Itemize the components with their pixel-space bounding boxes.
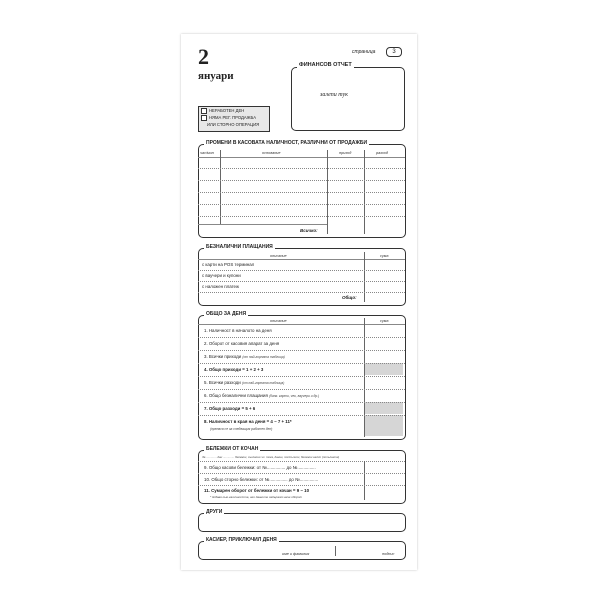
day-total-title: ОБЩО ЗА ДЕНЯ [206, 311, 247, 317]
cashless-row-pos: с карти на POS терминал [202, 262, 255, 267]
receipts-row-11: 11. Сумарен оборот от бележки от кочан = 9 − 10 [204, 488, 310, 493]
day-total-row-2: 2. Оборот от касовия апарат за деня [204, 341, 280, 346]
col-desc: описание [270, 254, 287, 258]
col-time: час/мин [200, 151, 214, 155]
table-row [198, 389, 405, 390]
header-divider [198, 259, 405, 260]
receipts-title: БЕЛЕЖКИ ОТ КОЧАН [206, 446, 259, 452]
page-label: страница [352, 49, 376, 55]
col-desc: описание [270, 319, 287, 323]
fiscal-report-box [291, 67, 405, 131]
table-row [198, 216, 405, 217]
day-status-checkboxes [198, 106, 270, 132]
table-row [198, 337, 405, 338]
cashier-title: КАСИЕР, ПРИКЛЮЧИЛ ДЕНЯ [206, 537, 277, 543]
table-row [198, 192, 405, 193]
cashless-title: БЕЗНАЛИЧНИ ПЛАЩАНИЯ [206, 244, 273, 250]
shaded-cell [365, 363, 403, 375]
fiscal-report-title: ФИНАНСОВ ОТЧЕТ [299, 62, 352, 68]
day-total-row-3: 3. Всички приходи (от най-горната таблица) [204, 354, 285, 359]
receipts-row-9: 9. Общо касови бележки: от №............... до №............... [204, 465, 316, 470]
col-sum: сума [380, 254, 389, 258]
month-name: януари [198, 70, 234, 82]
col-expense: разход [376, 151, 388, 155]
cashier-section [198, 541, 406, 560]
header-divider [198, 157, 405, 158]
table-row [198, 350, 405, 351]
checkbox-non-working[interactable] [201, 108, 244, 114]
table-row [198, 224, 327, 225]
table-row [198, 363, 405, 364]
table-row [198, 180, 405, 181]
table-row [198, 485, 405, 486]
page-number: 3 [386, 47, 402, 57]
day-total-row-7: 7. Общо разходи = 5 + 6 [204, 406, 256, 411]
checkbox-storno-label: ИЛИ СТОРНО ОПЕРАЦИЯ [207, 122, 260, 127]
col-sum: сума [380, 319, 389, 323]
table-row [198, 281, 405, 282]
cashless-row-vouchers: с ваучери и купони [202, 273, 241, 278]
day-total-row-6: 6. Общо безналични плащания (банк. карти, чек, ваучери и др.) [204, 393, 320, 398]
cashless-row-cod: с наложен платеж [202, 284, 239, 289]
cashless-total-label: Общо: [342, 295, 357, 300]
other-title: ДРУГИ [206, 509, 223, 515]
receipts-row-10: 10. Общо сторно бележки: от №............... до №............... [204, 477, 319, 482]
checkbox-no-sales[interactable] [201, 115, 256, 121]
table-row [198, 270, 405, 271]
checkbox-icon[interactable] [201, 108, 207, 114]
header-divider [198, 324, 405, 325]
checkbox-label: НЕРАБОТЕН ДЕН [209, 108, 245, 114]
cashier-signature-label: подпис [382, 552, 395, 556]
table-row [198, 376, 405, 377]
table-row [198, 402, 405, 403]
day-total-row-5: 5. Всички разходи (от най-горната таблица) [204, 380, 285, 385]
col-basis: основание [262, 151, 281, 155]
cash-changes-total-label: Всичко: [300, 228, 318, 233]
table-row [198, 168, 405, 169]
column-divider [220, 150, 221, 224]
cashier-name-label: име и фамилия [282, 552, 310, 556]
column-divider [364, 461, 365, 500]
table-row [198, 204, 405, 205]
table-row [198, 292, 405, 293]
day-total-row-4: 4. Общо приходи = 1 + 2 + 3 [204, 367, 264, 372]
table-row [198, 473, 405, 474]
table-row [198, 415, 405, 416]
table-row [198, 461, 405, 462]
col-income: приход [339, 151, 352, 155]
other-section [198, 513, 406, 532]
checkbox-label: НЯМА РЕГ. ПРОДАЖБА [209, 115, 256, 121]
shaded-cell [365, 402, 403, 414]
receipts-line-1: За ............. дни .............. бележки, съгласно чл. тока, данни, постъпили, бележки на/от (попълнете) [202, 455, 340, 459]
day-total-row-1: 1. Наличност в началото на деня [204, 328, 272, 333]
cash-changes-title: ПРОМЕНИ В КАСОВАТА НАЛИЧНОСТ, РАЗЛИЧНИ ОТ ПРОДАЖБИ [206, 140, 368, 146]
shaded-cell [365, 415, 403, 436]
column-divider [335, 546, 336, 556]
checkbox-icon[interactable] [201, 115, 207, 121]
fiscal-report-note: залепи тук [320, 92, 348, 98]
column-divider [364, 252, 365, 302]
day-total-row-8-note: (пренася се за следващия работен ден) [210, 427, 273, 431]
day-number: 2 [198, 44, 209, 69]
receipts-row-11-note: * добавя към наличността, ако данните задържат вече оборот [210, 495, 303, 499]
day-total-row-8: 8. Наличност в края на деня = 4 − 7 + 11* [204, 419, 292, 424]
